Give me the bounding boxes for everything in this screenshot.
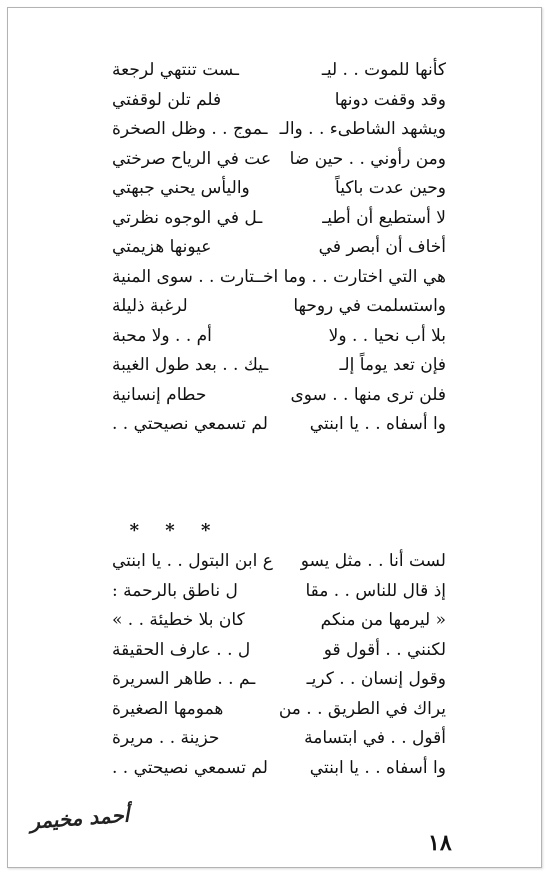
hemistich-first: « ليرمها من منكم (320, 610, 446, 630)
hemistich-second: حطام إنسانية (112, 384, 207, 405)
hemistich-second: لم تسمعي نصيحتي . . (112, 414, 268, 434)
hemistich-second: واليأس يحني جبهتي (112, 178, 250, 198)
page-number: ١٨ (428, 830, 452, 856)
hemistich-first: وا أسفاه . . يا ابنتي (309, 414, 446, 434)
hemistich-second: لرغبة ذليلة (112, 296, 188, 316)
book-page (7, 7, 542, 868)
poem-line (112, 173, 446, 203)
hemistich-second: ـم . . طاهر السريرة (112, 669, 256, 689)
hemistich-first: لست أنا . . مثل يسو (300, 551, 446, 571)
hemistich-first: واستسلمت في روحها (293, 296, 446, 316)
hemistich-first: فلن ترى منها . . سوى (290, 384, 446, 405)
hemistich-first: يراك في الطريق . . من (278, 698, 446, 719)
hemistich-first: إذ قال للناس . . مقا (305, 580, 446, 601)
hemistich-first: بلا أب نحيا . . ولا (328, 325, 446, 346)
poem-line (112, 114, 446, 144)
hemistich-second: ل ناطق بالرحمة : (112, 580, 238, 601)
hemistich-first: وحين عدت باكياً (335, 178, 446, 198)
hemistich-second: حزينة . . مريرة (112, 728, 220, 748)
hemistich-first: لا أستطيع أن أطيـ (322, 207, 446, 228)
hemistich-first: أقول . . في ابتسامة (304, 728, 446, 748)
poem-line (112, 753, 446, 783)
poem-line (112, 635, 446, 665)
hemistich-second: ـيك . . بعد طول الغيبة (112, 355, 269, 375)
hemistich-second: عت في الرياح صرختي (112, 148, 272, 169)
author-signature: أحمد مخيمر (29, 802, 130, 834)
poem-line (112, 723, 446, 753)
poem-line (112, 55, 446, 85)
poem-line (112, 85, 446, 115)
hemistich-first: ويشهد الشاطىء . . والـ (279, 119, 446, 139)
hemistich-second: ل . . عارف الحقيقة (112, 639, 251, 660)
hemistich-second: ع ابن البتول . . يا ابنتي (112, 551, 273, 571)
stanza-separator: * * * (129, 520, 221, 541)
hemistich-second: ـست تنتهي لرجعة (112, 60, 240, 80)
hemistich-second: عيونها هزيمتي (112, 237, 212, 257)
poem-line (112, 321, 446, 351)
poem-line (112, 203, 446, 233)
hemistich-second: ـموج . . وظل الصخرة (112, 119, 268, 139)
hemistich-first: وقول إنسان . . كريـ (306, 669, 446, 689)
poem-line (112, 380, 446, 410)
poem-line (112, 694, 446, 724)
poem-line (112, 409, 446, 439)
poem-line (112, 546, 446, 576)
poem-line (112, 262, 446, 292)
hemistich-first: فإن تعد يوماً إلـ (339, 355, 446, 375)
hemistich-second: كان بلا خطيئة . . » (112, 610, 245, 630)
hemistich-second: همومها الصغيرة (112, 698, 224, 719)
hemistich-second: ـل في الوجوه نظرتي (112, 207, 263, 228)
poem-line (112, 144, 446, 174)
hemistich-first: وقد وقفت دونها (334, 89, 446, 110)
hemistich-second: فلم تلن لوقفتي (112, 89, 222, 110)
poem-line (112, 291, 446, 321)
hemistich-second: أم . . ولا محبة (112, 325, 212, 346)
poem-line (112, 232, 446, 262)
hemistich-first: وا أسفاه . . يا ابنتي (309, 757, 446, 778)
hemistich-second: لم تسمعي نصيحتي . . (112, 757, 268, 778)
poem-line (112, 576, 446, 606)
hemistich-first: أخاف أن أبصر في (318, 237, 446, 257)
hemistich-first: كأنها للموت . . ليـ (321, 60, 446, 80)
poem-line (112, 664, 446, 694)
hemistich-first: لكنني . . أقول قو (323, 639, 446, 660)
poem-line (112, 350, 446, 380)
poem-line (112, 605, 446, 635)
hemistich-second: ـتارت . . سوى المنية (112, 266, 260, 287)
hemistich-first: ومن رأوني . . حين ضا (289, 148, 446, 169)
hemistich-first: هي التي اختارت . . وما اخـ (257, 266, 446, 287)
